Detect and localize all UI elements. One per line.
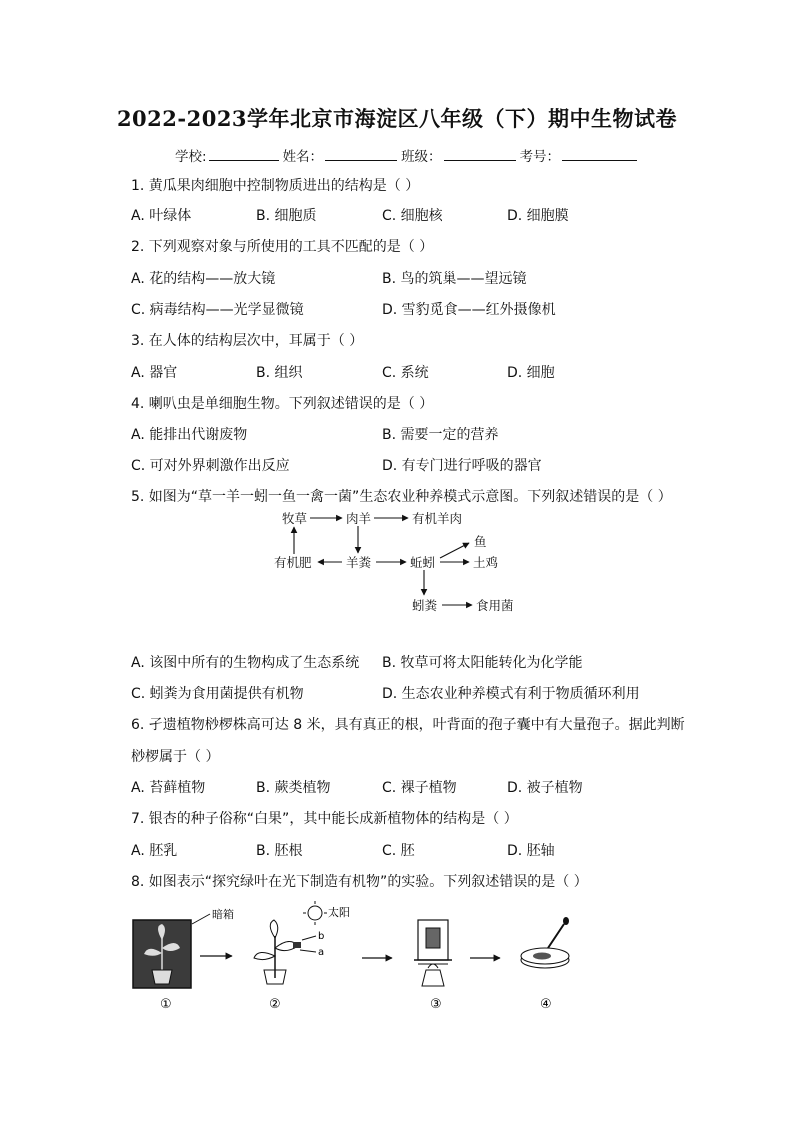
q4-option-b[interactable]: B. 需要一定的营养 [382,427,499,443]
school-label: 学校: [175,149,207,165]
q6-option-d[interactable]: D. 被子植物 [507,780,583,796]
class-label: 班级： [401,149,442,165]
leaf-starch-experiment-figure [130,898,600,1016]
q5-option-d[interactable]: D. 生态农业种养模式有利于物质循环利用 [382,686,640,702]
question-2: 2. 下列观察对象与所使用的工具不匹配的是（ ） [131,239,434,255]
q3-option-b[interactable]: B. 组织 [256,365,303,381]
node-chicken: 土鸡 [473,555,499,570]
q1-option-c[interactable]: C. 细胞核 [382,208,443,224]
node-earthworm: 蚯蚓 [410,555,436,570]
node-edible-fungus: 食用菌 [476,598,514,613]
q1-option-b[interactable]: B. 细胞质 [256,208,317,224]
school-field[interactable] [209,147,279,161]
q5-option-c[interactable]: C. 蚓粪为食用菌提供有机物 [131,686,304,702]
dark-box-pointer [192,914,210,924]
petri-dish-dropper-icon [521,917,569,968]
leaf-part-a-label: a [318,947,325,958]
q6-option-a[interactable]: A. 苔藓植物 [131,780,206,796]
step-2-label: ② [269,997,281,1012]
sun-label: 太阳 [328,906,350,919]
q2-option-a[interactable]: A. 花的结构——放大镜 [131,271,276,287]
q6-option-c[interactable]: C. 裸子植物 [382,780,457,796]
q6-option-b[interactable]: B. 蕨类植物 [256,780,331,796]
q2-option-b[interactable]: B. 鸟的筑巢——望远镜 [382,271,527,287]
question-7: 7. 银杏的种子俗称“白果”，其中能长成新植物体的结构是（ ） [131,811,518,827]
exam-no-field[interactable] [562,147,637,161]
q3-option-d[interactable]: D. 细胞 [507,365,555,381]
q4-option-d[interactable]: D. 有专门进行呼吸的器官 [382,458,542,474]
node-organic-mutton: 有机羊肉 [412,511,463,526]
class-field[interactable] [444,147,516,161]
dark-box-plant-icon [133,920,191,988]
q7-option-a[interactable]: A. 胚乳 [131,843,178,859]
exam-no-label: 考号： [519,149,561,165]
q1-option-a[interactable]: A. 叶绿体 [131,208,192,224]
step-4-label: ④ [540,997,552,1012]
leaf-part-b-label: b [318,931,325,942]
pointer-a [300,950,316,952]
name-label: 姓名： [282,149,324,165]
name-field[interactable] [325,147,397,161]
sun-icon [303,901,327,925]
question-4: 4. 喇叭虫是单细胞生物。下列叙述错误的是（ ） [131,396,434,412]
q7-option-d[interactable]: D. 胚轴 [507,843,555,859]
q5-option-a[interactable]: A. 该图中所有的生物构成了生态系统 [131,655,360,671]
q7-option-c[interactable]: C. 胚 [382,843,415,859]
step-1-label: ① [160,997,172,1012]
node-fish: 鱼 [474,534,487,549]
node-worm-castings: 蚓粪 [412,598,438,613]
node-meat-sheep: 肉羊 [346,511,372,526]
arrow-earthworm-fish [440,543,469,558]
q5-option-b[interactable]: B. 牧草可将太阳能转化为化学能 [382,655,583,671]
question-5: 5. 如图为“草一羊一蚓一鱼一禽一菌”生态农业种养模式示意图。下列叙述错误的是（ ） [131,489,672,505]
sunlit-plant-icon [254,920,301,984]
q4-option-c[interactable]: C. 可对外界刺激作出反应 [131,458,290,474]
question-1: 1. 黄瓜果肉细胞中控制物质进出的结构是（ ） [131,178,420,194]
page-title: 2022-2023学年北京市海淀区八年级（下）期中生物试卷 [116,106,678,131]
node-pasture: 牧草 [282,511,308,526]
pointer-b [302,936,316,940]
q2-option-d[interactable]: D. 雪豹觅食——红外摄像机 [382,302,556,318]
step-3-label: ③ [430,997,442,1012]
question-6: 6. 孑遗植物桫椤株高可达 8 米，具有真正的根，叶背面的孢子囊中有大量孢子。据此判断 [131,717,685,733]
q3-option-a[interactable]: A. 器官 [131,365,178,381]
question-6-cont: 桫椤属于（ ） [131,749,220,765]
student-info-line [175,145,641,165]
water-bath-icon [414,920,452,986]
node-sheep-manure: 羊粪 [346,555,372,570]
q2-option-c[interactable]: C. 病毒结构——光学显微镜 [131,302,304,318]
eco-farming-flow-diagram [270,506,530,616]
flow-arrows [294,518,472,605]
q7-option-b[interactable]: B. 胚根 [256,843,303,859]
question-3: 3. 在人体的结构层次中，耳属于（ ） [131,333,364,349]
question-8: 8. 如图表示“探究绿叶在光下制造有机物”的实验。下列叙述错误的是（ ） [131,874,588,890]
dark-box-label: 暗箱 [212,908,234,921]
q3-option-c[interactable]: C. 系统 [382,365,429,381]
node-organic-fertilizer: 有机肥 [274,555,312,570]
q4-option-a[interactable]: A. 能排出代谢废物 [131,427,248,443]
q1-option-d[interactable]: D. 细胞膜 [507,208,569,224]
